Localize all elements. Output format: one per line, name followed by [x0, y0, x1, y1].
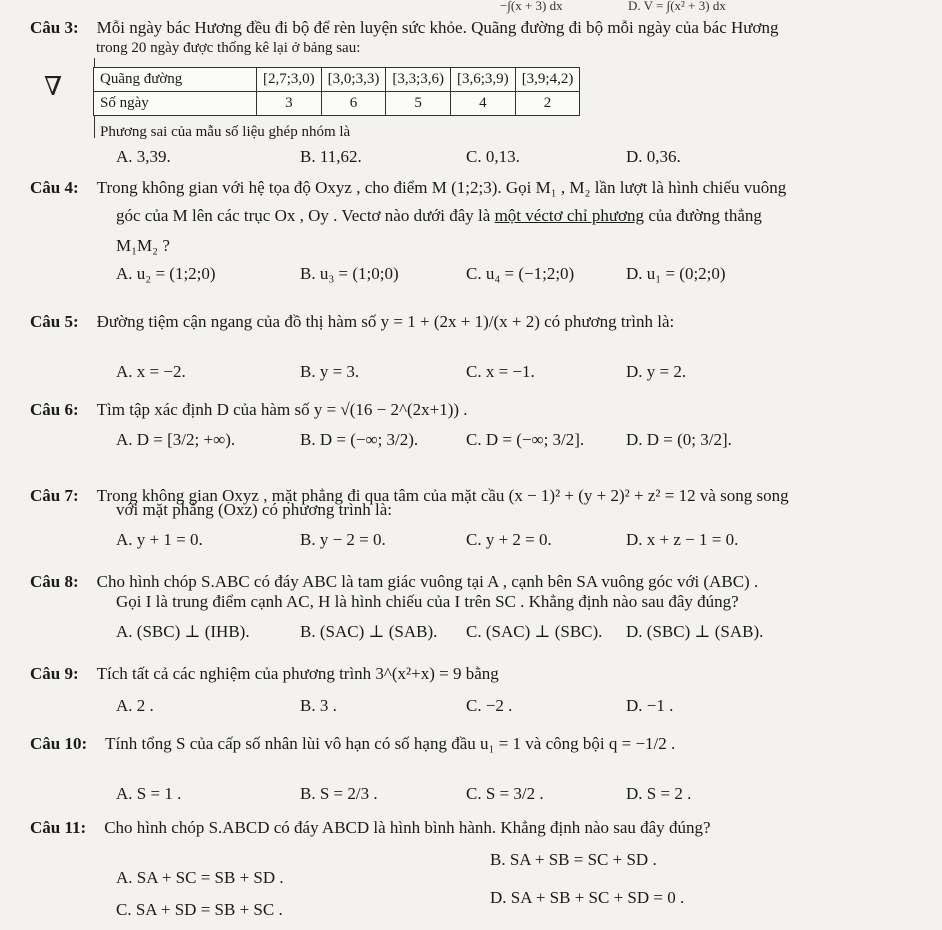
question-7-option-d[interactable]: D. x + z − 1 = 0. — [626, 530, 739, 549]
question-6-text: Tìm tập xác định D của hàm số y = √(16 − 2^(2x+1)) . — [96, 400, 468, 419]
question-7-text-2: với mặt phẳng (Oxz) có phương trình là: — [116, 500, 392, 519]
question-4-label: Câu 4: — [30, 178, 79, 197]
question-5-text: Đường tiệm cận ngang của đồ thị hàm số y = 1 + (2x + 1)/(x + 2) có phương trình là: — [96, 312, 675, 331]
table-cell: 3 — [257, 92, 322, 116]
question-3-label: Câu 3: — [30, 18, 79, 37]
question-4-option-a[interactable]: A. u₂ = (1;2;0) — [116, 264, 216, 283]
question-3-line-1 — [30, 18, 778, 38]
fragment-option-d: D. V = ∫(x² + 3) dx — [628, 0, 726, 13]
question-7-option-c[interactable]: C. y + 2 = 0. — [466, 530, 552, 549]
question-4-text-3: M₁M₂ ? — [116, 236, 170, 255]
question-11-line — [30, 818, 711, 838]
question-9-option-c[interactable]: C. −2 . — [466, 696, 513, 715]
question-9-option-d[interactable]: D. −1 . — [626, 696, 674, 715]
question-5-option-b[interactable]: B. y = 3. — [300, 362, 360, 381]
question-8-option-c[interactable]: C. (SAC) ⊥ (SBC). — [466, 622, 603, 641]
question-4-text-2-underlined: một véctơ chỉ phương — [494, 206, 645, 225]
previous-question-fragment — [0, 0, 942, 16]
question-11-label: Câu 11: — [30, 818, 87, 837]
question-7-option-a[interactable]: A. y + 1 = 0. — [116, 530, 203, 549]
question-5-option-c[interactable]: C. x = −1. — [466, 362, 535, 381]
question-10-option-d[interactable]: D. S = 2 . — [626, 784, 692, 803]
question-7-text-1: Trong không gian Oxyz , mặt phẳng đi qua tâm của mặt cầu (x − 1)² + (y + 2)² + z² = 12 và song song — [96, 486, 789, 505]
table-cell: 6 — [321, 92, 386, 116]
question-10-label: Câu 10: — [30, 734, 88, 753]
question-11-option-c[interactable]: C. SA + SD = SB + SC . — [116, 900, 283, 919]
question-8-text-1: Cho hình chóp S.ABC có đáy ABC là tam giác vuông tại A , cạnh bên SA vuông góc với (ABC) . — [96, 572, 759, 591]
question-8-label: Câu 8: — [30, 572, 79, 591]
question-3-option-d[interactable]: D. 0,36. — [626, 147, 681, 166]
question-4-option-c[interactable]: C. u₄ = (−1;2;0) — [466, 264, 575, 283]
table-cell: [3,9;4,2) — [515, 68, 580, 92]
question-9-line — [30, 664, 499, 684]
question-6-label: Câu 6: — [30, 400, 79, 419]
question-6-option-b[interactable]: B. D = (−∞; 3/2). — [300, 430, 419, 449]
question-11-option-a[interactable]: A. SA + SC = SB + SD . — [116, 868, 284, 887]
question-6-option-c[interactable]: C. D = (−∞; 3/2]. — [466, 430, 585, 449]
question-8-option-a[interactable]: A. (SBC) ⊥ (IHB). — [116, 622, 250, 641]
question-4-text-2a: góc của M lên các trục Ox , Oy . Vectơ nào dưới đây là — [116, 206, 495, 225]
question-7-option-b[interactable]: B. y − 2 = 0. — [300, 530, 386, 549]
pencil-mark-icon: ∇ — [44, 72, 63, 101]
table-cell: 2 — [515, 92, 580, 116]
question-6-line — [30, 400, 468, 420]
question-5-option-d[interactable]: D. y = 2. — [626, 362, 687, 381]
table-cell: 4 — [451, 92, 516, 116]
question-4-line-1 — [30, 178, 786, 198]
question-4-text-1: Trong không gian với hệ tọa độ Oxyz , cho điểm M (1;2;3). Gọi M₁ , M₂ lần lượt là hình chiếu vuông — [96, 178, 787, 197]
question-10-option-c[interactable]: C. S = 3/2 . — [466, 784, 544, 803]
question-3-option-a[interactable]: A. 3,39. — [116, 147, 171, 166]
question-5-line — [30, 312, 674, 332]
question-3-option-b[interactable]: B. 11,62. — [300, 147, 362, 166]
question-11-option-b[interactable]: B. SA + SB = SC + SD . — [490, 850, 657, 869]
question-7-label: Câu 7: — [30, 486, 79, 505]
question-8-line-1 — [30, 572, 758, 592]
question-9-option-b[interactable]: B. 3 . — [300, 696, 337, 715]
question-6-option-d[interactable]: D. D = (0; 3/2]. — [626, 430, 732, 449]
question-8-option-b[interactable]: B. (SAC) ⊥ (SAB). — [300, 622, 438, 641]
question-4-option-b[interactable]: B. u₃ = (1;0;0) — [300, 264, 399, 283]
question-4-option-d[interactable]: D. u₁ = (0;2;0) — [626, 264, 726, 283]
question-3-text-1: Mỗi ngày bác Hương đều đi bộ để rèn luyện sức khỏe. Quãng đường đi bộ mỗi ngày của bác Hương — [96, 18, 779, 37]
question-5-option-a[interactable]: A. x = −2. — [116, 362, 186, 381]
question-11-text: Cho hình chóp S.ABCD có đáy ABCD là hình bình hành. Khẳng định nào sau đây đúng? — [104, 818, 711, 837]
question-9-text: Tích tất cả các nghiệm của phương trình 3^(x²+x) = 9 bằng — [96, 664, 499, 683]
question-10-text: Tính tổng S của cấp số nhân lùi vô hạn có số hạng đầu u₁ = 1 và công bội q = −1/2 . — [105, 734, 676, 753]
question-4-text-2b: của đường thẳng — [644, 206, 762, 225]
question-9-label: Câu 9: — [30, 664, 79, 683]
table-cell: [3,3;3,6) — [386, 68, 451, 92]
fragment-left: −∫(x + 3) dx — [500, 0, 563, 13]
table-cell: [3,6;3,9) — [451, 68, 516, 92]
table-cell: [3,0;3,3) — [321, 68, 386, 92]
table-cell: 5 — [386, 92, 451, 116]
question-8-text-2: Gọi I là trung điểm cạnh AC, H là hình chiếu của I trên SC . Khẳng định nào sau đây đúng? — [116, 592, 739, 611]
frequency-table — [93, 67, 580, 116]
table-row — [94, 68, 580, 92]
question-10-line — [30, 734, 675, 754]
question-6-option-a[interactable]: A. D = [3/2; +∞). — [116, 430, 236, 449]
question-5-label: Câu 5: — [30, 312, 79, 331]
question-11-option-d[interactable]: D. SA + SB + SC + SD = 0 . — [490, 888, 685, 907]
question-3-prompt: Phương sai của mẫu số liệu ghép nhóm là — [100, 124, 351, 140]
question-4-line-2 — [116, 206, 762, 226]
table-cell: [2,7;3,0) — [257, 68, 322, 92]
question-8-option-d[interactable]: D. (SBC) ⊥ (SAB). — [626, 622, 764, 641]
question-3-text-2: trong 20 ngày được thống kê lại ở bảng sau: — [96, 40, 361, 56]
question-3-option-c[interactable]: C. 0,13. — [466, 147, 520, 166]
table-header-days: Số ngày — [94, 92, 257, 116]
question-10-option-a[interactable]: A. S = 1 . — [116, 784, 182, 803]
table-row — [94, 92, 580, 116]
question-10-option-b[interactable]: B. S = 2/3 . — [300, 784, 378, 803]
table-header-distance: Quãng đường — [94, 68, 257, 92]
question-9-option-a[interactable]: A. 2 . — [116, 696, 154, 715]
